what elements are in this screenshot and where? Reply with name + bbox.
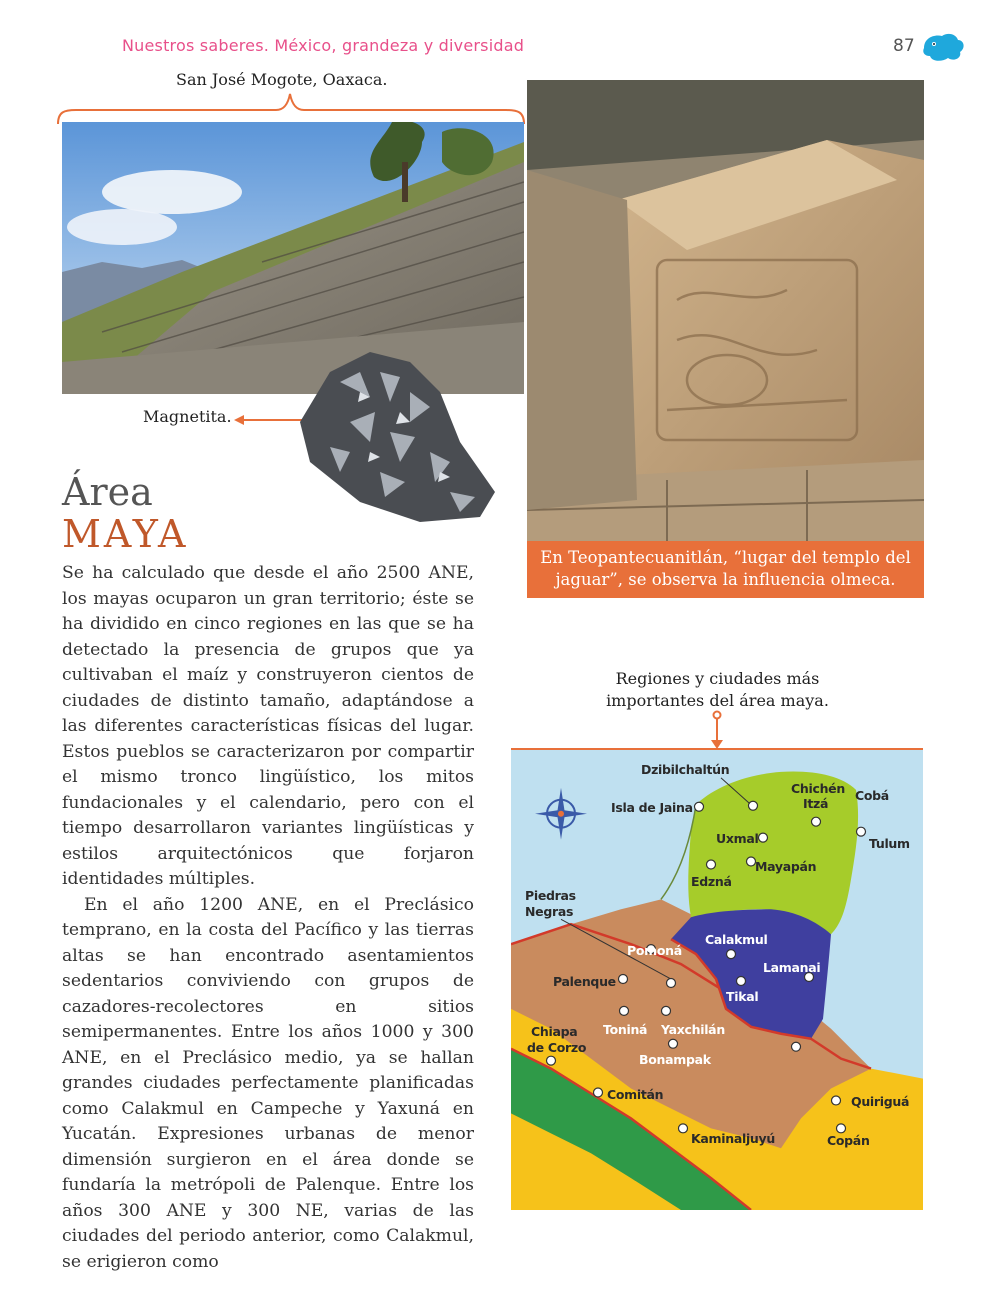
city-tikal: Tikal [726, 989, 759, 1004]
city-chichen-itza-line1: Chichén [791, 781, 845, 796]
city-chiapa-de-corzo-line1: Chiapa [531, 1024, 578, 1039]
city-mayapan: Mayapán [755, 859, 817, 874]
section-title-area: Área [62, 470, 153, 514]
sea-creature-logo-icon [920, 30, 966, 64]
city-lamanai: Lamanai [763, 960, 821, 975]
city-isla-de-jaina: Isla de Jaina [611, 800, 693, 815]
running-header: Nuestros saberes. México, grandeza y diversidad [122, 36, 525, 55]
map-pointer-arrow [708, 710, 726, 750]
city-quirigua: Quiriguá [851, 1094, 910, 1109]
city-coba: Cobá [855, 788, 889, 803]
body-text [62, 561, 474, 1275]
city-chiapa-de-corzo-line2: de Corzo [527, 1040, 587, 1055]
page-number: 87 [893, 36, 915, 56]
magnetite-mineral-image [300, 352, 500, 524]
city-dzibilchaltun: Dzibilchaltún [641, 762, 730, 777]
city-pomona: Pomoná [627, 943, 682, 958]
city-tonina: Toniná [603, 1022, 648, 1037]
body-paragraph-1: Se ha calculado que desde el año 2500 ANE, los mayas ocuparon un gran territorio; éste se ha dividido en cinco regiones en las que se ha detectado la presencia de grupos que ya cultivaban el maíz y construyeron cientos de ciudades de distinto tamaño, adaptándose a las diferentes características físicas del lugar. Estos pueblos se caracterizaron por compartir el mismo tronco lingüístico, los mitos fundacionales y el calendario, pero con el tiempo desarrollaron variantes lingüísticas y estilos arquitectónicos que forjaron identidades múltiples. [62, 563, 474, 889]
caption-brace [56, 82, 526, 126]
city-kaminaljuyu: Kaminaljuyú [691, 1131, 775, 1146]
city-yaxchilan: Yaxchilán [661, 1022, 725, 1037]
map-caption: Regiones y ciudades más importantes del área maya. [606, 669, 829, 710]
city-comitan: Comitán [607, 1087, 664, 1102]
city-uxmal: Uxmal [716, 831, 759, 846]
mogote-caption: San José Mogote, Oaxaca. [176, 70, 388, 89]
city-palenque: Palenque [553, 974, 616, 989]
city-piedras-negras-line2: Negras [525, 904, 574, 919]
city-calakmul: Calakmul [705, 932, 768, 947]
city-copan: Copán [827, 1133, 870, 1148]
city-chichen-itza-line2: Itzá [803, 796, 829, 811]
teopantecuanitlan-caption: En Teopantecuanitlán, “lugar del templo del jaguar”, se observa la influencia olmeca. [527, 541, 924, 598]
city-bonampak: Bonampak [639, 1052, 711, 1067]
magnetite-caption: Magnetita. [143, 407, 232, 426]
section-title-maya: MAYA [62, 512, 189, 556]
teopantecuanitlan-photo [527, 80, 924, 541]
body-paragraph-2: En el año 1200 ANE, en el Preclásico temprano, en la costa del Pacífico y las tierras altas se han encontrado asentamientos sedentarios conviviendo con grupos de cazadores-recolectores en sitios semipermanentes. Entre los años 1000 y 300 ANE, en el Preclásico medio, ya se hallan grandes ciudades perfectamente planificadas como Calakmul en Campeche y Yaxuná en Yucatán. Expresiones urbanas de menor dimensión surgieron en el área donde se fundaría la metrópoli de Palenque. Entre los años 300 ANE y 300 NE, varias de las ciudades del periodo anterior, como Calakmul, se erigieron como [62, 894, 474, 1272]
city-piedras-negras-line1: Piedras [525, 888, 576, 903]
city-tulum: Tulum [869, 836, 910, 851]
city-edzna: Edzná [691, 874, 732, 889]
maya-area-map [511, 748, 923, 1210]
